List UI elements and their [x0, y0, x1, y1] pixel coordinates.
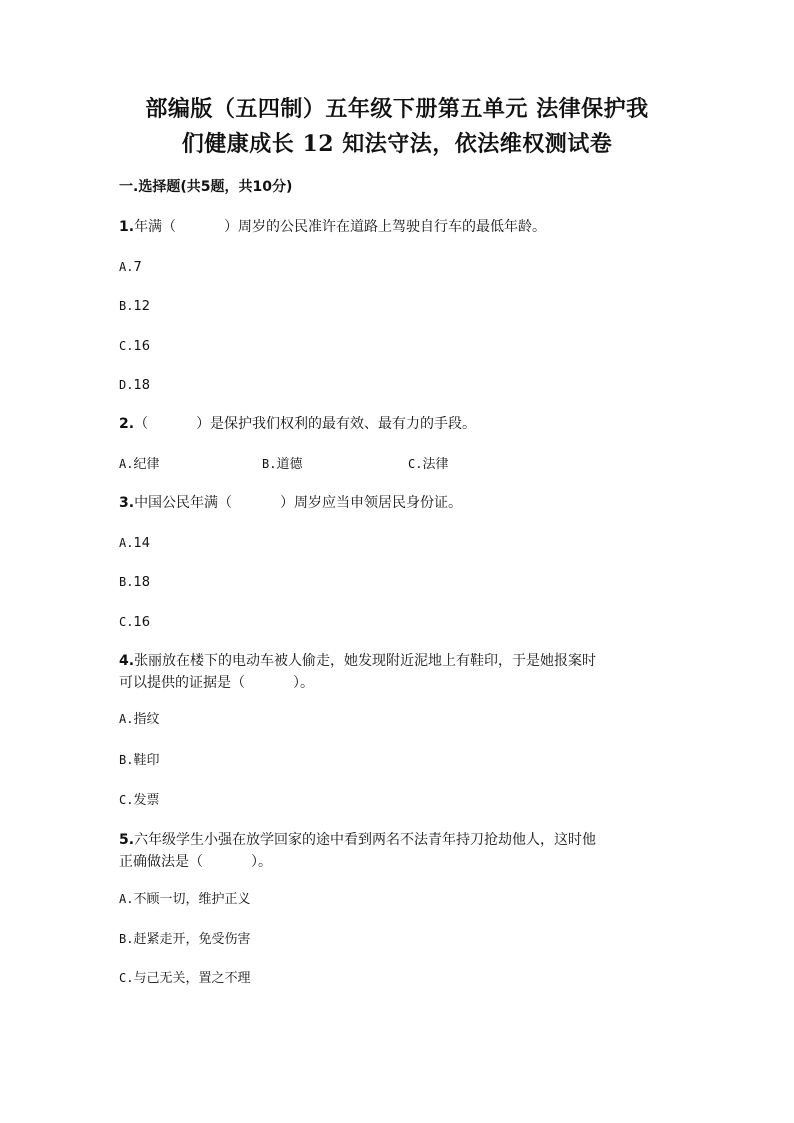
option-letter: D.	[119, 378, 134, 392]
option-1c	[119, 335, 150, 358]
section-heading: 一.选择题(共5题，共10分)	[119, 179, 293, 195]
option-text: 鞋印	[133, 753, 160, 768]
option-letter: A.	[119, 536, 134, 550]
option-3a	[119, 532, 150, 555]
option-4c	[119, 789, 159, 812]
question-text-before: 正确做法是（	[119, 854, 203, 870]
question-text-before: 中国公民年满（	[134, 495, 233, 511]
option-text: 不顾一切，维护正义	[133, 892, 251, 907]
option-5c	[119, 967, 250, 990]
option-text: 18	[133, 575, 150, 590]
option-text: 16	[133, 339, 150, 354]
option-text: 赶紧走开，免受伤害	[133, 932, 251, 947]
question-4	[119, 650, 679, 694]
title-line-2: 们健康成长 12 知法守法，依法维权测试卷	[181, 131, 613, 157]
option-text: 12	[133, 299, 150, 314]
question-text-line-1: 六年级学生小强在放学回家的途中看到两名不法青年持刀抢劫他人，这时他	[134, 832, 597, 848]
option-letter: B.	[119, 299, 134, 313]
option-letter: A.	[119, 457, 134, 471]
option-text: 18	[133, 378, 150, 393]
question-line-1	[119, 829, 679, 851]
question-number: 1.	[119, 219, 135, 235]
option-text: 与己无关，置之不理	[133, 971, 251, 986]
option-letter: B.	[119, 932, 134, 946]
option-letter: A.	[119, 712, 134, 726]
option-4b	[119, 749, 159, 772]
question-number: 4.	[119, 653, 135, 669]
option-text: 7	[133, 260, 142, 275]
option-1b	[119, 295, 150, 318]
question-line-2	[119, 672, 679, 694]
option-4a	[119, 708, 159, 731]
question-text-before: 可以提供的证据是（	[119, 675, 245, 691]
question-text-after: ）。	[251, 854, 272, 870]
option-letter: A.	[119, 892, 134, 906]
option-letter: B.	[119, 753, 134, 767]
option-text: 14	[133, 536, 150, 551]
option-letter: B.	[262, 457, 277, 471]
option-letter: C.	[119, 793, 134, 807]
question-number: 5.	[119, 832, 135, 848]
question-5	[119, 829, 679, 873]
option-3b	[119, 571, 150, 594]
option-letter: C.	[119, 615, 134, 629]
option-2b	[262, 453, 302, 476]
option-letter: A.	[119, 260, 134, 274]
option-text: 纪律	[133, 457, 160, 472]
option-text: 指纹	[133, 712, 160, 727]
option-letter: B.	[119, 575, 134, 589]
option-letter: C.	[408, 457, 423, 471]
question-text-after: ）。	[293, 675, 314, 691]
option-1a	[119, 256, 142, 279]
question-3	[119, 492, 679, 514]
question-line-2	[119, 851, 679, 873]
question-number: 3.	[119, 495, 135, 511]
question-text-line-1: 张丽放在楼下的电动车被人偷走，她发现附近泥地上有鞋印，于是她报案时	[134, 653, 597, 669]
option-5a	[119, 888, 250, 911]
page-title	[80, 92, 714, 162]
option-text: 发票	[133, 793, 160, 808]
option-2a	[119, 453, 159, 476]
question-text-after: ）周岁的公民准许在道路上驾驶自行车的最低年龄。	[224, 219, 547, 235]
question-2	[119, 413, 679, 435]
question-number: 2.	[119, 416, 135, 432]
question-line-1	[119, 650, 679, 672]
question-1	[119, 216, 679, 238]
question-text-before: （	[134, 416, 149, 432]
option-1d	[119, 374, 150, 397]
question-text-before: 年满（	[134, 219, 177, 235]
option-2c	[408, 453, 448, 476]
option-text: 道德	[276, 457, 303, 472]
option-text: 16	[133, 615, 150, 630]
title-line-1: 部编版（五四制）五年级下册第五单元 法律保护我	[145, 96, 649, 122]
option-3c	[119, 611, 150, 634]
question-text-after: ）周岁应当申领居民身份证。	[280, 495, 463, 511]
option-letter: C.	[119, 339, 134, 353]
option-text: 法律	[422, 457, 449, 472]
option-5b	[119, 928, 250, 951]
question-text-after: ）是保护我们权利的最有效、最有力的手段。	[196, 416, 477, 432]
option-letter: C.	[119, 971, 134, 985]
